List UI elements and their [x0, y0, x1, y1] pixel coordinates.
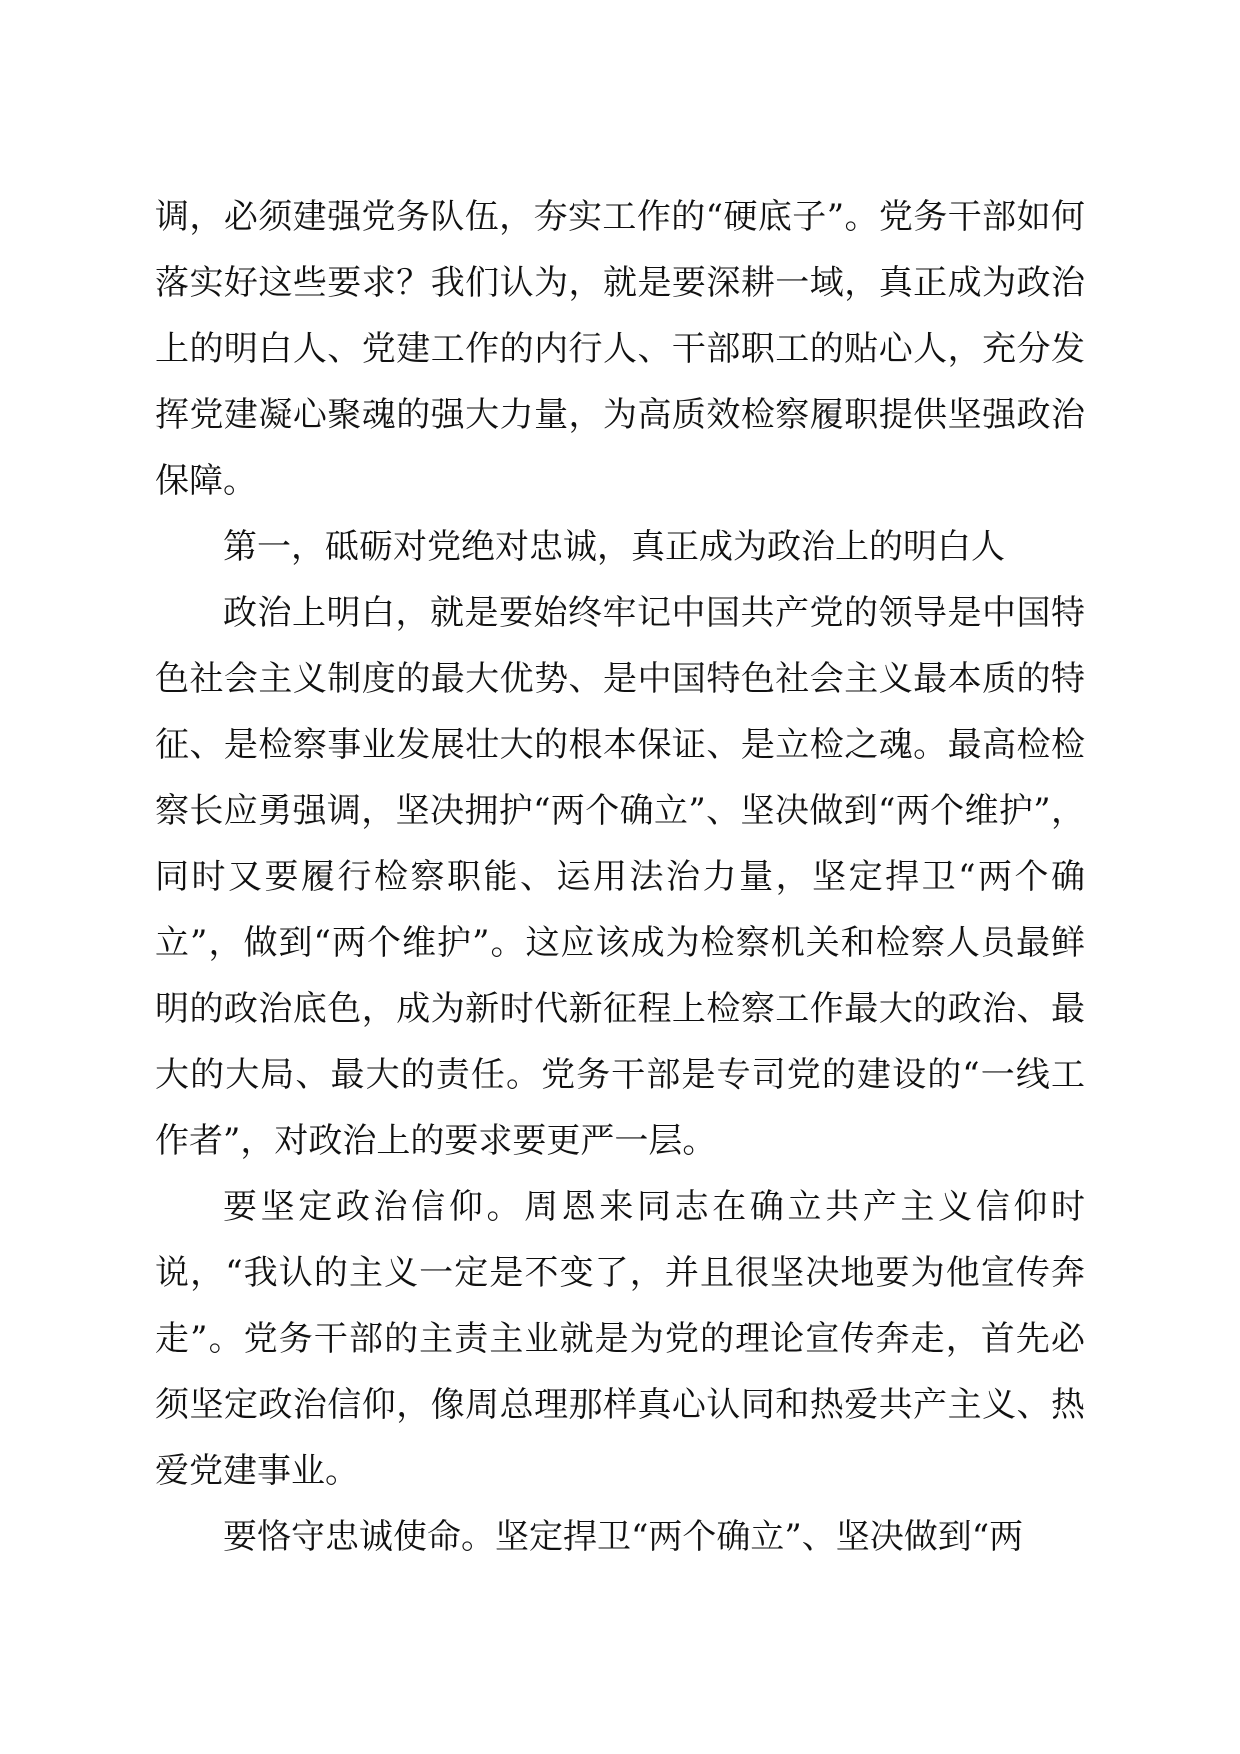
paragraph-political-clarity: 政治上明白，就是要始终牢记中国共产党的领导是中国特色社会主义制度的最大优势、是中国特色社会主义最本质的特征、是检察事业发展壮大的根本保证、是立检之魂。最高检检察长应勇强调，坚决拥护“两个确立”、坚决做到“两个维护”，同时又要履行检察职能、运用法治力量，坚定捍卫“两个确立”，做到“两个维护”。这应该成为检察机关和检察人员最鲜明的政治底色，成为新时代新征程上检察工作最大的政治、最大的大局、最大的责任。党务干部是专司党的建设的“一线工作者”，对政治上的要求要更严一层。 — [155, 593, 1085, 1161]
paragraph-political-belief: 要坚定政治信仰。周恩来同志在确立共产主义信仰时说，“我认的主义一定是不变了，并且很坚决地要为他宣传奔走”。党务干部的主责主业就是为党的理论宣传奔走，首先必须坚定政治信仰，像周总理那样真心认同和热爱共产主义、热爱党建事业。 — [155, 1187, 1085, 1491]
section-heading-first: 第一，砥砺对党绝对忠诚，真正成为政治上的明白人 — [223, 527, 1005, 567]
paragraph-loyalty-mission: 要恪守忠诚使命。坚定捍卫“两个确立”、坚决做到“两 — [223, 1517, 1024, 1557]
paragraph-intro-continuation: 调，必须建强党务队伍，夯实工作的“硬底子”。党务干部如何落实好这些要求？我们认为，就是要深耕一域，真正成为政治上的明白人、党建工作的内行人、干部职工的贴心人，充分发挥党建凝心聚魂的强大力量，为高质效检察履职提供坚强政治保障。 — [155, 197, 1085, 501]
document-body — [155, 184, 1085, 1570]
